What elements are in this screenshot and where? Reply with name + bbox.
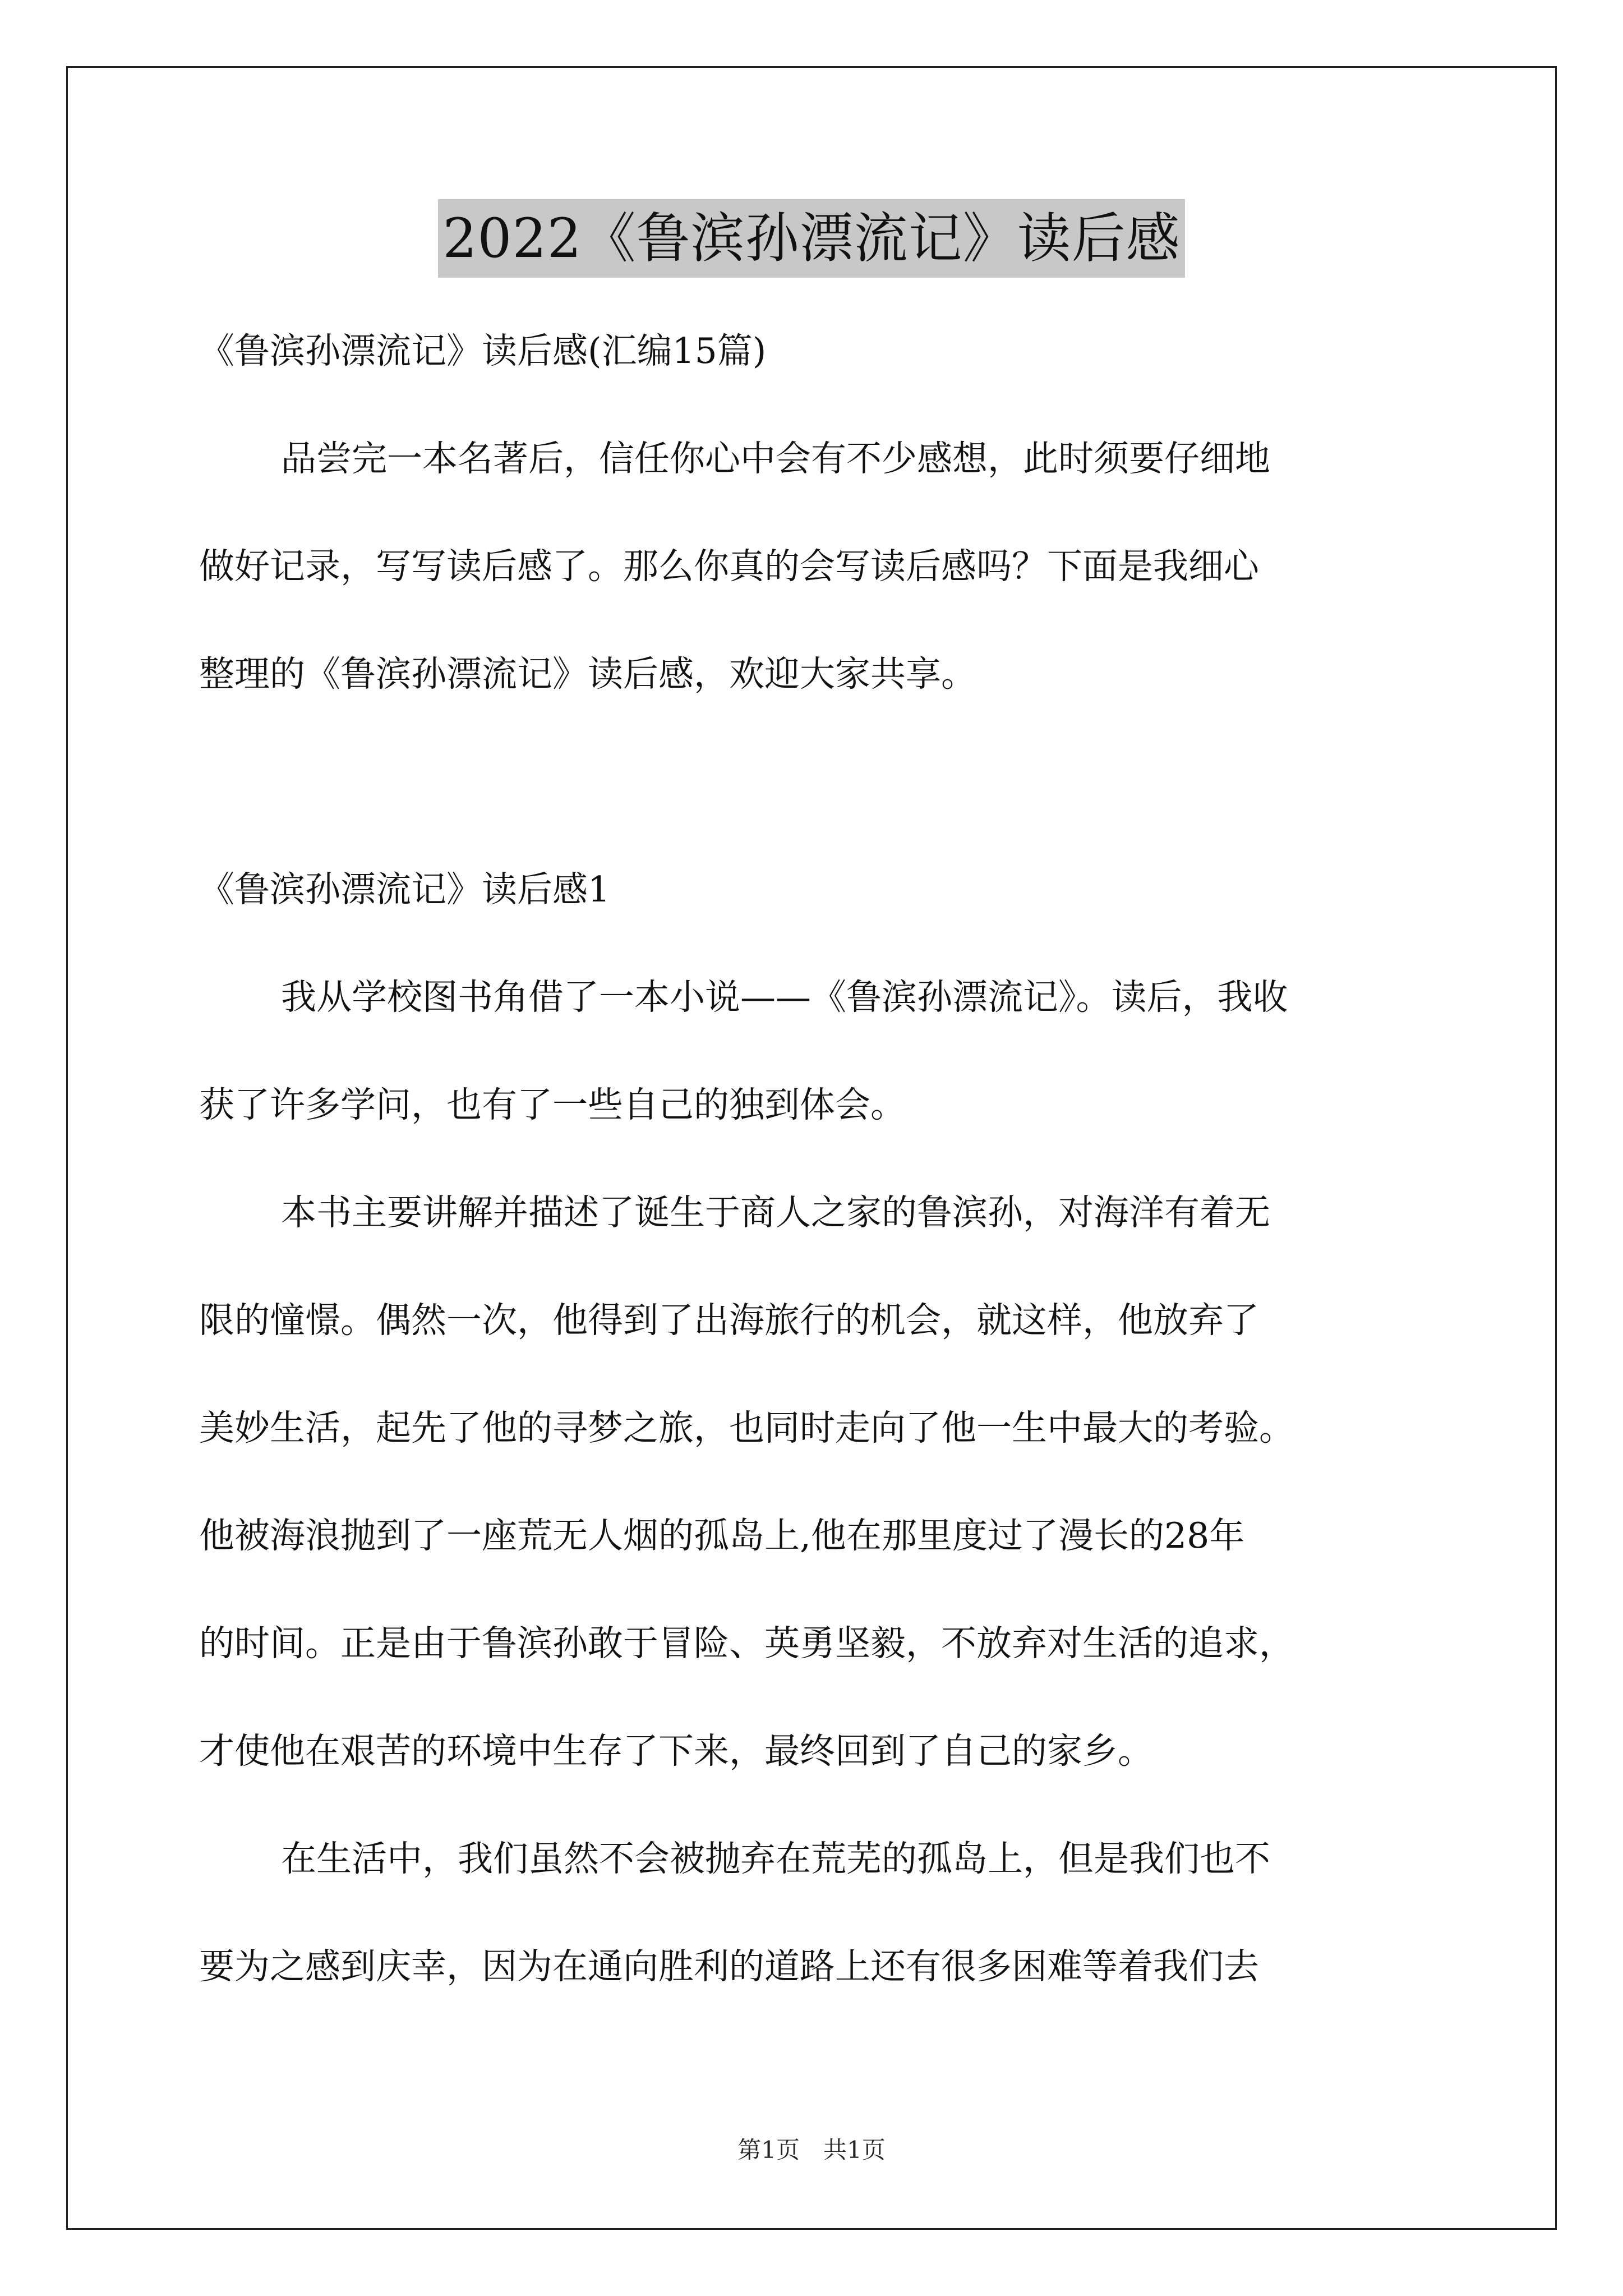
paragraph-line: 美妙生活，起先了他的寻梦之旅，也同时走向了他一生中最大的考验。 bbox=[199, 1407, 1294, 1448]
paragraph-line: 的时间。正是由于鲁滨孙敢于冒险、英勇坚毅，不放弃对生活的追求， bbox=[199, 1623, 1294, 1664]
paragraph-line: 在生活中，我们虽然不会被抛弃在荒芜的孤岛上，但是我们也不 bbox=[281, 1838, 1270, 1879]
page-footer: 第1页 共1页 bbox=[737, 2136, 886, 2164]
intro-line: 品尝完一本名著后，信任你心中会有不少感想，此时须要仔细地 bbox=[281, 438, 1270, 479]
document-subtitle: 《鲁滨孙漂流记》读后感(汇编15篇) bbox=[199, 330, 767, 371]
paragraph-line: 我从学校图书角借了一本小说——《鲁滨孙漂流记》。读后，我收 bbox=[281, 977, 1288, 1018]
document-body bbox=[199, 297, 1433, 2021]
spacer bbox=[199, 728, 1433, 836]
paragraph-line: 要为之感到庆幸，因为在通向胜利的道路上还有很多困难等着我们去 bbox=[199, 1946, 1259, 1987]
intro-line: 做好记录，写写读后感了。那么你真的会写读后感吗？下面是我细心 bbox=[199, 546, 1259, 587]
intro-line: 整理的《鲁滨孙漂流记》读后感，欢迎大家共享。 bbox=[199, 654, 976, 694]
title-container bbox=[0, 199, 1623, 278]
paragraph-line: 本书主要讲解并描述了诞生于商人之家的鲁滨孙，对海洋有着无 bbox=[281, 1192, 1270, 1233]
paragraph-line: 才使他在艰苦的环境中生存了下来，最终回到了自己的家乡。 bbox=[199, 1731, 1153, 1772]
paragraph-line: 获了许多学问，也有了一些自己的独到体会。 bbox=[199, 1084, 906, 1125]
paragraph-line: 他被海浪抛到了一座荒无人烟的孤岛上,他在那里度过了漫长的28年 bbox=[199, 1515, 1245, 1556]
document-title: 2022《鲁滨孙漂流记》读后感 bbox=[438, 199, 1184, 278]
paragraph-line: 限的憧憬。偶然一次，他得到了出海旅行的机会，就这样，他放弃了 bbox=[199, 1300, 1259, 1341]
section-heading: 《鲁滨孙漂流记》读后感1 bbox=[199, 869, 611, 910]
